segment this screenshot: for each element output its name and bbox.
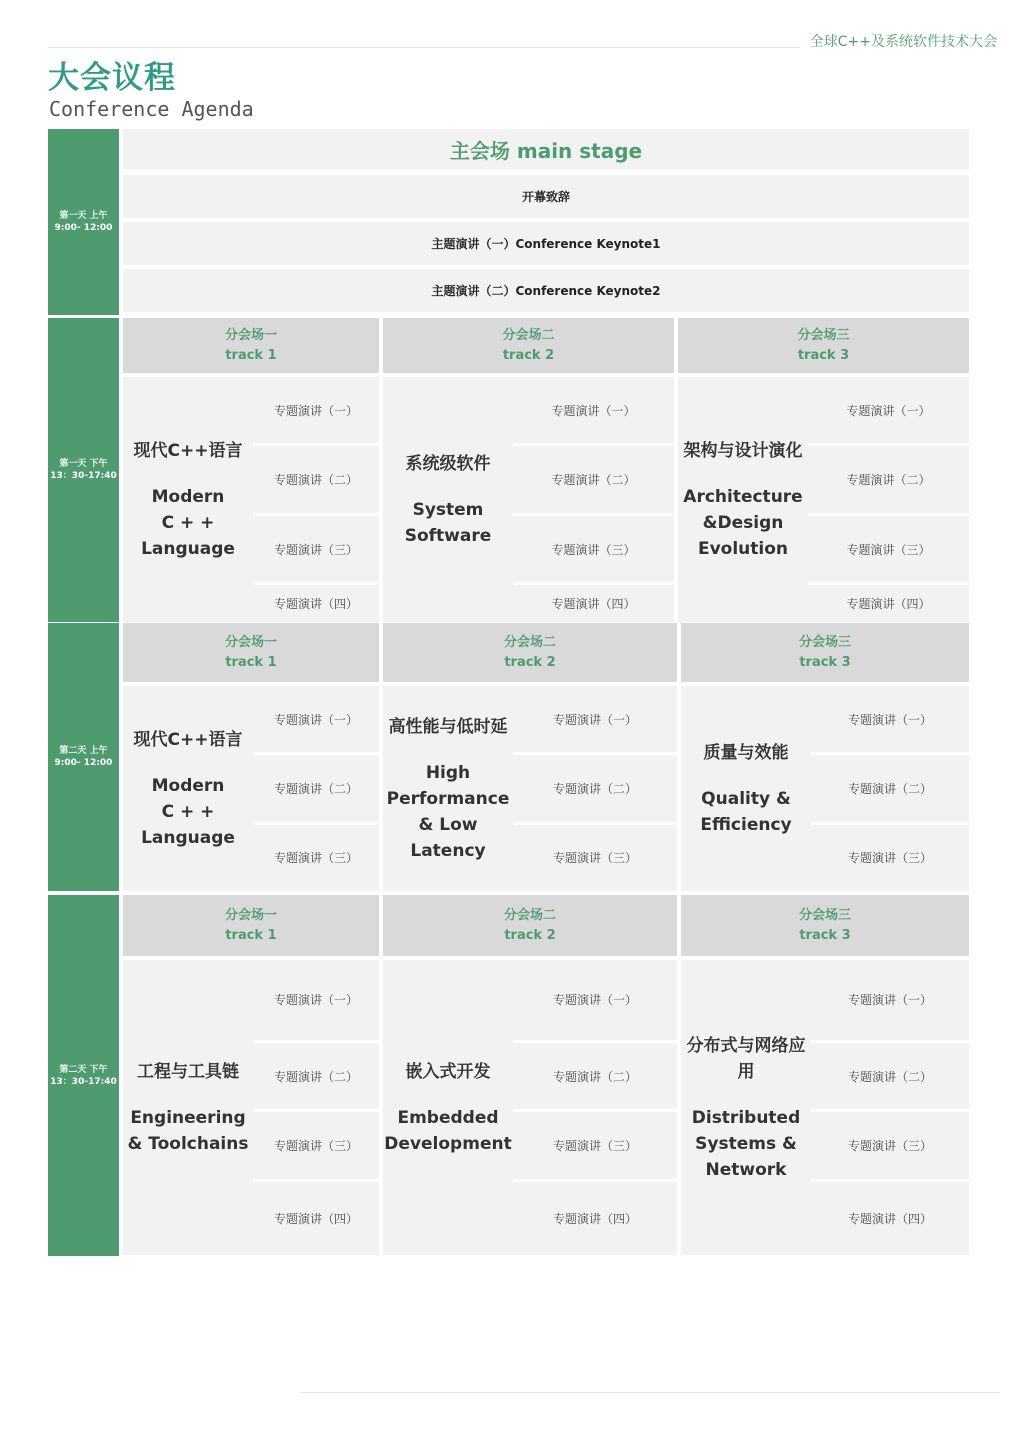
topic-zh: 架构与设计演化 (683, 440, 803, 461)
topic-zh: 高性能与低时延 (388, 716, 508, 737)
track-body-2 (383, 960, 677, 1255)
talk-slot: 专题演讲（一） (513, 377, 674, 446)
talk-slot: 专题演讲（二） (513, 446, 674, 515)
track-name-zh: 分会场一 (224, 327, 277, 343)
topic-zh: 系统级软件 (405, 453, 491, 474)
day-bar-day2-morning (48, 623, 119, 891)
day-label: 第二天 上午 (59, 746, 108, 756)
talk-slot: 专题演讲（二） (808, 446, 969, 515)
track-header-2 (383, 623, 677, 682)
conference-name: 全球C++及系统软件技术大会 (809, 34, 997, 50)
talk-slot: 专题演讲（一） (513, 686, 677, 755)
track-header-2 (383, 318, 674, 373)
track-topic (678, 377, 808, 622)
track-name-en: track 2 (504, 654, 556, 670)
track-header-1 (123, 318, 379, 373)
talk-slot: 专题演讲（四） (846, 597, 931, 612)
day-label: 第一天 上午 (59, 211, 108, 221)
time-label: 9:00- 12:00 (54, 758, 113, 768)
track-name-zh: 分会场二 (502, 327, 555, 343)
track-body-3 (681, 686, 969, 891)
talk-slot: 专题演讲（一） (811, 686, 969, 755)
talk-slot: 专题演讲（二） (811, 755, 969, 824)
track-topic (123, 686, 253, 891)
day-label: 第二天 下午 (59, 1064, 108, 1075)
main-stage-opening: 开幕致辞 (123, 175, 969, 218)
topic-en: Modern C + + Language (141, 775, 235, 848)
track-name-en: track 1 (225, 347, 277, 363)
track-body-2 (383, 686, 677, 891)
time-label: 13：30-17:40 (50, 1076, 117, 1087)
topic-zh: 嵌入式开发 (405, 1061, 491, 1082)
topic-zh: 现代C++语言 (133, 440, 243, 461)
talk-slot: 专题演讲（三） (808, 516, 969, 585)
day-bar-day1-afternoon (48, 318, 119, 622)
talk-slot: 专题演讲（一） (808, 377, 969, 446)
track-name-zh: 分会场三 (798, 907, 851, 923)
track-name-en: track 2 (502, 347, 555, 363)
talk-slot: 专题演讲（二） (513, 755, 677, 824)
track-name-en: track 3 (797, 347, 850, 363)
page-title: 大会议程 (48, 60, 176, 96)
talk-slot: 专题演讲（三） (513, 516, 674, 585)
track-body-1 (123, 377, 379, 622)
topic-zh: 现代C++语言 (133, 729, 243, 750)
talk-slot: 专题演讲（二） (253, 446, 379, 515)
track-topic (681, 686, 811, 891)
track-name-zh: 分会场三 (798, 634, 851, 650)
talk-slot: 专题演讲（三） (811, 1112, 969, 1182)
topic-en: Modern C + + Language (141, 486, 235, 559)
talk-slot: 专题演讲（一） (253, 960, 379, 1043)
topic-zh: 质量与效能 (703, 742, 789, 763)
talk-slot: 专题演讲（四） (273, 597, 358, 612)
talk-slot: 专题演讲（一） (513, 960, 677, 1043)
talk-slot: 专题演讲（四） (847, 1211, 932, 1226)
talk-slot: 专题演讲（四） (551, 597, 636, 612)
track-body-3 (681, 960, 969, 1255)
track-header-3 (681, 623, 969, 682)
track-topic (383, 960, 513, 1255)
track-header-3 (681, 895, 969, 956)
main-stage-keynote-1: 主题演讲（一）Conference Keynote1 (123, 222, 969, 265)
track-topic (383, 377, 513, 622)
track-name-zh: 分会场一 (224, 634, 277, 650)
talk-slot: 专题演讲（三） (273, 851, 358, 866)
talk-slot: 专题演讲（三） (847, 851, 932, 866)
track-header-1 (123, 895, 379, 956)
topic-en: System Software (404, 499, 492, 546)
talk-slot: 专题演讲（三） (513, 1112, 677, 1182)
track-name-zh: 分会场一 (224, 907, 277, 923)
time-label: 13：30-17:40 (50, 471, 117, 481)
track-name-en: track 1 (225, 654, 277, 670)
main-stage-keynote-2: 主题演讲（二）Conference Keynote2 (123, 269, 969, 312)
track-name-en: track 3 (799, 654, 851, 670)
track-header-2 (383, 895, 677, 956)
track-name-en: track 2 (504, 927, 556, 943)
talk-slot: 专题演讲（二） (513, 1043, 677, 1113)
time-label: 9:00- 12:00 (54, 223, 113, 233)
talk-slot: 专题演讲（一） (811, 960, 969, 1043)
talk-slot: 专题演讲（二） (811, 1043, 969, 1113)
talk-slot: 专题演讲（四） (552, 1211, 637, 1226)
track-name-zh: 分会场二 (503, 634, 556, 650)
main-stage-title: 主会场 main stage (123, 129, 969, 170)
topic-en: Embedded Development (384, 1107, 512, 1154)
topic-en: Quality & Efficiency (700, 788, 792, 835)
track-name-en: track 3 (799, 927, 851, 943)
talk-slot: 专题演讲（一） (253, 377, 379, 446)
track-topic (383, 686, 513, 891)
track-body-3 (678, 377, 969, 622)
day-bar-day2-afternoon (48, 895, 119, 1256)
day-bar-day1-morning (48, 129, 119, 315)
track-body-1 (123, 960, 379, 1255)
topic-zh: 工程与工具链 (137, 1061, 239, 1082)
track-body-2 (383, 377, 674, 622)
topic-zh: 分布式与网络应用 (686, 1035, 806, 1082)
topic-en: High Performance & Low Latency (386, 762, 510, 861)
talk-slot: 专题演讲（一） (253, 686, 379, 755)
topic-en: Architecture &Design Evolution (683, 486, 803, 559)
bottom-divider (300, 1392, 1000, 1393)
talk-slot: 专题演讲（四） (273, 1211, 358, 1226)
track-topic (681, 960, 811, 1255)
topic-en: Engineering & Toolchains (127, 1107, 249, 1154)
track-body-1 (123, 686, 379, 891)
day-label: 第一天 下午 (59, 459, 108, 469)
track-name-zh: 分会场二 (503, 907, 556, 923)
talk-slot: 专题演讲（三） (552, 851, 637, 866)
talk-slot: 专题演讲（二） (253, 1043, 379, 1113)
track-topic (123, 960, 253, 1255)
talk-slot: 专题演讲（二） (253, 755, 379, 824)
page-subtitle: Conference Agenda (49, 97, 254, 121)
track-topic (123, 377, 253, 622)
topic-en: Distributed Systems & Network (691, 1107, 801, 1180)
track-name-en: track 1 (225, 927, 277, 943)
track-header-1 (123, 623, 379, 682)
talk-slot: 专题演讲（三） (253, 516, 379, 585)
talk-slot: 专题演讲（三） (253, 1112, 379, 1182)
top-divider (48, 47, 800, 48)
track-header-3 (678, 318, 969, 373)
track-name-zh: 分会场三 (797, 327, 850, 343)
